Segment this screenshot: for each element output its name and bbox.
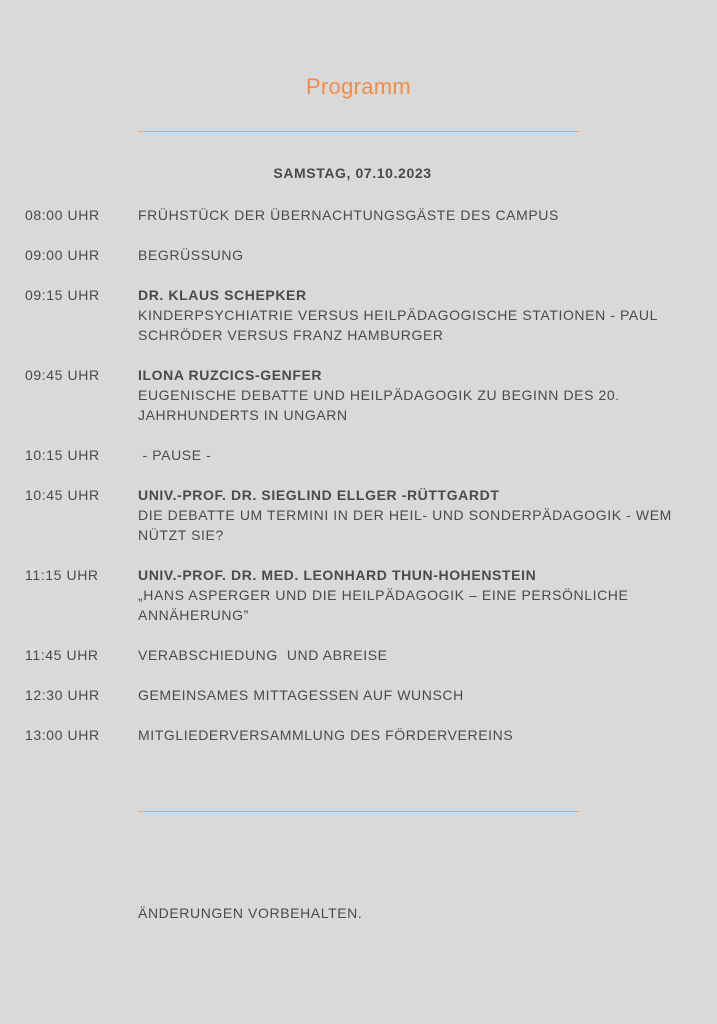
speaker-name: DR. KLAUS SCHEPKER (138, 287, 307, 303)
bottom-divider (138, 811, 579, 812)
schedule-time: 12:30 UHR (25, 687, 100, 703)
schedule-content (138, 365, 695, 425)
schedule-item (25, 245, 695, 265)
schedule-list (25, 205, 695, 765)
schedule-time: 10:45 UHR (25, 487, 100, 503)
speaker-name: UNIV.-PROF. DR. MED. LEONHARD THUN-HOHENSTEIN (138, 567, 537, 583)
page-title: Programm (305, 74, 412, 99)
talk-title: DIE DEBATTE UM TERMINI IN DER HEIL- UND SONDERPÄDAGOGIK - WEM NÜTZT SIE? (138, 507, 672, 543)
schedule-text: - PAUSE - (138, 447, 212, 463)
schedule-item (25, 365, 695, 425)
schedule-item (25, 485, 695, 545)
schedule-content (138, 245, 695, 265)
schedule-text: FRÜHSTÜCK DER ÜBERNACHTUNGSGÄSTE DES CAMPUS (138, 207, 559, 223)
footnote: ÄNDERUNGEN VORBEHALTEN. (138, 905, 363, 921)
speaker-name: UNIV.-PROF. DR. SIEGLIND ELLGER -RÜTTGARDT (138, 487, 500, 503)
speaker-name: ILONA RUZCICS-GENFER (138, 367, 323, 383)
schedule-item (25, 445, 695, 465)
schedule-text: GEMEINSAMES MITTAGESSEN AUF WUNSCH (138, 687, 464, 703)
schedule-item (25, 685, 695, 705)
schedule-time: 08:00 UHR (25, 207, 100, 223)
schedule-item (25, 565, 695, 625)
schedule-text: VERABSCHIEDUNG UND ABREISE (138, 647, 388, 663)
schedule-item (25, 285, 695, 345)
top-divider (138, 131, 579, 132)
talk-title: „HANS ASPERGER UND DIE HEILPÄDAGOGIK – EINE PERSÖNLICHE ANNÄHERUNG” (138, 587, 629, 623)
schedule-time: 09:45 UHR (25, 367, 100, 383)
schedule-time: 09:00 UHR (25, 247, 100, 263)
schedule-content (138, 645, 695, 665)
schedule-time: 11:15 UHR (25, 567, 99, 583)
schedule-content (138, 205, 695, 225)
schedule-item (25, 645, 695, 665)
schedule-content (138, 685, 695, 705)
talk-title: KINDERPSYCHIATRIE VERSUS HEILPÄDAGOGISCHE STATIONEN - PAUL SCHRÖDER VERSUS FRANZ HAMBURGER (138, 307, 658, 343)
talk-title: EUGENISCHE DEBATTE UND HEILPÄDAGOGIK ZU BEGINN DES 20. JAHRHUNDERTS IN UNGARN (138, 387, 620, 423)
schedule-content (138, 485, 695, 545)
schedule-item (25, 725, 695, 745)
schedule-text: BEGRÜSSUNG (138, 247, 244, 263)
schedule-time: 13:00 UHR (25, 727, 100, 743)
schedule-content (138, 725, 695, 745)
schedule-text: MITGLIEDERVERSAMMLUNG DES FÖRDERVEREINS (138, 727, 514, 743)
schedule-content (138, 445, 695, 465)
schedule-time: 09:15 UHR (25, 287, 100, 303)
schedule-content (138, 565, 695, 625)
day-heading: SAMSTAG, 07.10.2023 (273, 165, 432, 181)
schedule-time: 10:15 UHR (25, 447, 100, 463)
schedule-time: 11:45 UHR (25, 647, 99, 663)
schedule-item (25, 205, 695, 225)
schedule-content (138, 285, 695, 345)
